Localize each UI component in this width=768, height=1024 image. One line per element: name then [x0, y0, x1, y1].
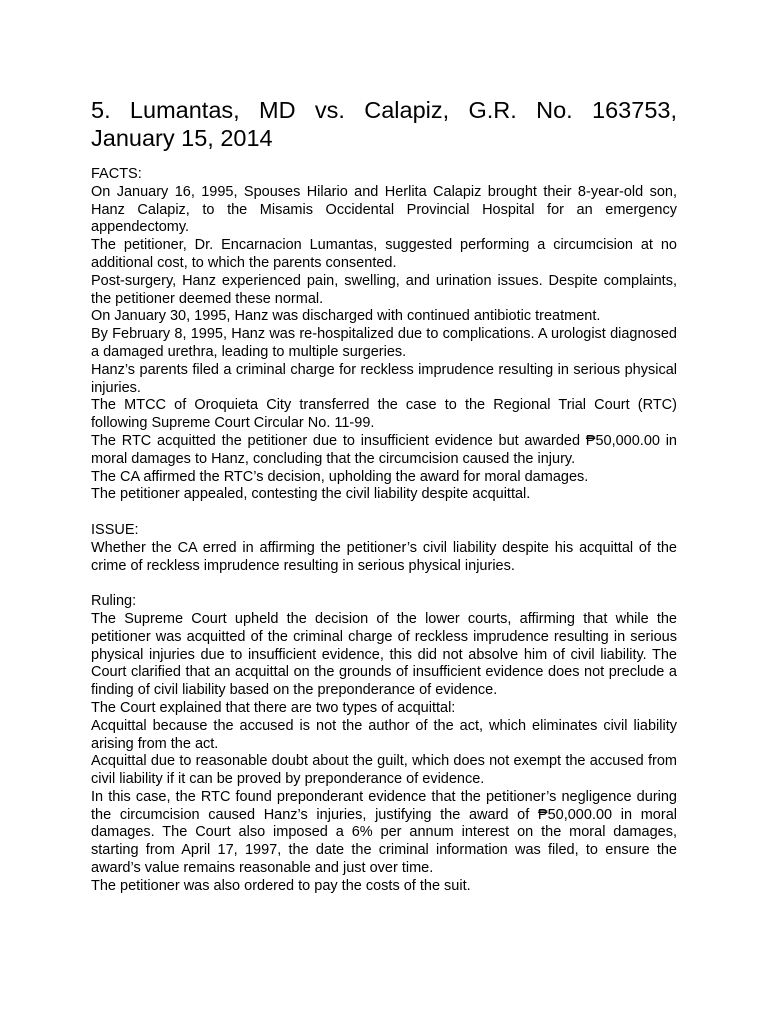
- section-spacer: [91, 504, 677, 522]
- facts-paragraph: On January 30, 1995, Hanz was discharged with continued antibiotic treatment.: [91, 308, 601, 325]
- ruling-section: [91, 593, 677, 896]
- ruling-paragraph: The Court explained that there are two types of acquittal:: [91, 699, 456, 716]
- facts-paragraph: The petitioner appealed, contesting the civil liability despite acquittal.: [91, 486, 531, 503]
- issue-paragraph: Whether the CA erred in affirming the petitioner’s civil liability despite his acquittal of the crime of reckless imprudence resulting in serious physical injuries.: [91, 539, 677, 574]
- issue-section: [91, 522, 677, 575]
- issue-label: ISSUE:: [91, 521, 139, 538]
- facts-paragraph: On January 16, 1995, Spouses Hilario and Herlita Calapiz brought their 8-year-old son, Hanz Calapiz, to the Misamis Occidental Provincial Hospital for an emergency appendectomy.: [91, 183, 677, 236]
- ruling-paragraph: Acquittal because the accused is not the author of the act, which eliminates civil liability arising from the act.: [91, 717, 677, 752]
- facts-paragraph: The CA affirmed the RTC’s decision, upholding the award for moral damages.: [91, 468, 589, 485]
- facts-paragraph: By February 8, 1995, Hanz was re-hospitalized due to complications. A urologist diagnosed a damaged urethra, leading to multiple surgeries.: [91, 326, 677, 360]
- ruling-label: Ruling:: [91, 593, 137, 610]
- ruling-paragraph: The petitioner was also ordered to pay the costs of the suit.: [91, 877, 471, 894]
- facts-paragraph: The MTCC of Oroquieta City transferred the case to the Regional Trial Court (RTC) following Supreme Court Circular No. 11-99.: [91, 397, 677, 432]
- facts-paragraph: The RTC acquitted the petitioner due to insufficient evidence but awarded ₱50,000.00 in moral damages to Hanz, concluding that the circumcision caused the injury.: [91, 432, 677, 467]
- document-title: 5. Lumantas, MD vs. Calapiz, G.R. No. 163753, January 15, 2014: [91, 97, 677, 151]
- ruling-paragraph: The Supreme Court upheld the decision of the lower courts, affirming that while the petitioner was acquitted of the criminal charge of reckless imprudence resulting in serious physical injuries due to insufficient evidence, this did not absolve him of civil liability. The Court clarified that an acquittal on the grounds of insufficient evidence does not preclude a finding of civil liability based on the preponderance of evidence.: [91, 610, 677, 699]
- section-spacer: [91, 575, 677, 593]
- document-page: [91, 96, 677, 896]
- facts-paragraph: Hanz’s parents filed a criminal charge for reckless imprudence resulting in serious physical injuries.: [91, 361, 677, 396]
- facts-paragraph: The petitioner, Dr. Encarnacion Lumantas, suggested performing a circumcision at no additional cost, to which the parents consented.: [91, 237, 677, 271]
- ruling-paragraph: Acquittal due to reasonable doubt about the guilt, which does not exempt the accused from civil liability if it can be proved by preponderance of evidence.: [91, 753, 677, 788]
- facts-paragraph: Post-surgery, Hanz experienced pain, swelling, and urination issues. Despite complaints, the petitioner deemed these normal.: [91, 272, 677, 307]
- ruling-paragraph: In this case, the RTC found preponderant evidence that the petitioner’s negligence during the circumcision caused Hanz’s injuries, justifying the award of ₱50,000.00 in moral damages. The Court also imposed a 6% per annum interest on the moral damages, starting from April 17, 1997, the date the criminal information was filed, to ensure the award’s value remains reasonable and just over time.: [91, 788, 677, 877]
- facts-label: FACTS:: [91, 166, 142, 182]
- facts-section: [91, 166, 677, 504]
